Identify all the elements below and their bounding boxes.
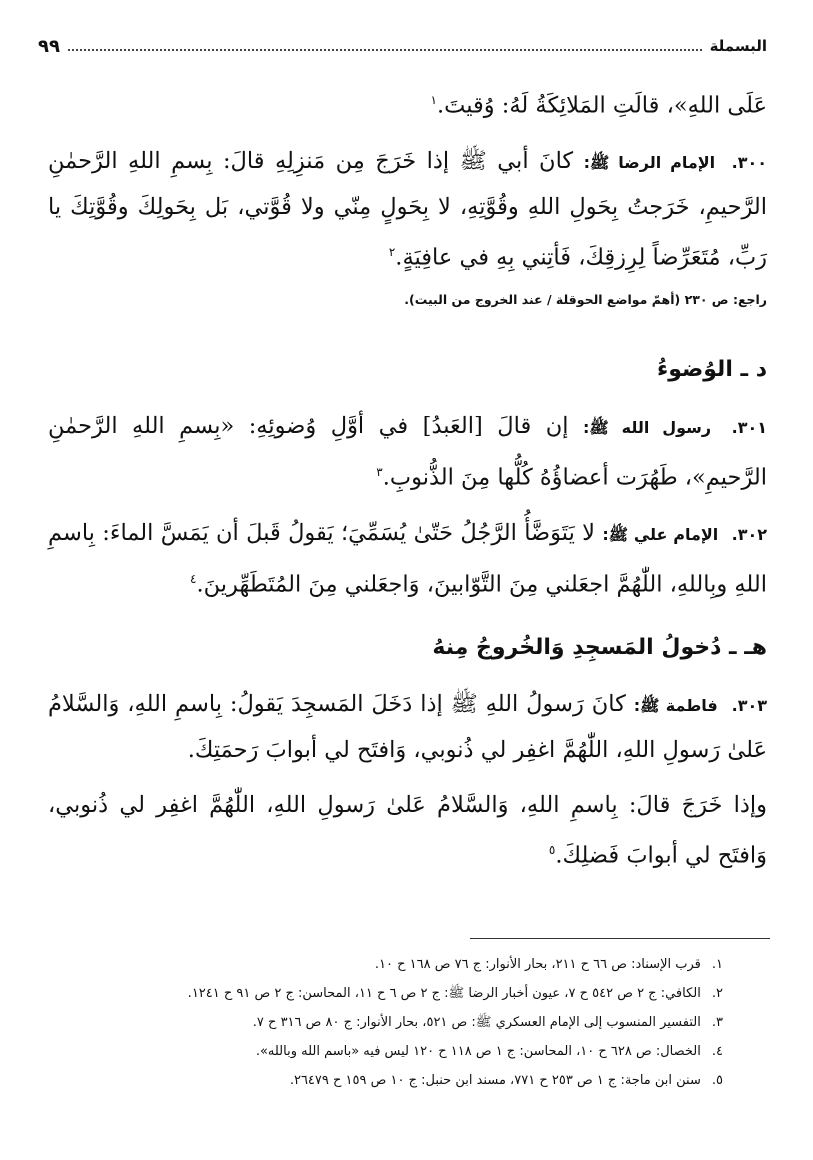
- page-number: ٩٩: [38, 35, 60, 57]
- footnote-divider: [470, 938, 770, 939]
- footnote-number: ٤.: [711, 1044, 723, 1059]
- footnote-text: الكافي: ج ٢ ص ٥٤٢ ح ٧، عيون أخبار الرضا ﷺ: ج ٢ ص ٦ ح ١١، المحاسن: ج ٢ ص ٩١ ح ١٢٤١.: [187, 986, 701, 1001]
- running-title: البسملة: [709, 37, 767, 55]
- hadith-number: ٣٠٢.: [731, 524, 768, 544]
- footnote-ref: ٥: [548, 843, 556, 857]
- footnote-number: ٣.: [711, 1015, 723, 1030]
- footnote-text: الخصال: ص ٦٢٨ ح ١٠، المحاسن: ج ١ ص ١١٨ ح ١٢٠ ليس فيه «باسم الله وبالله».: [255, 1044, 701, 1059]
- footnote-ref: ٣: [376, 465, 383, 479]
- hadith-number: ٣٠٣.: [731, 696, 768, 715]
- hadith-number: ٣٠٠.: [731, 152, 768, 172]
- footnote-ref: ٤: [190, 571, 197, 586]
- paragraph-text: عَلَى اللهِ»، قالَتِ المَلائِكَةُ لَهُ: وُقيتَ.: [436, 92, 767, 119]
- footnote-number: ٥.: [711, 1073, 723, 1088]
- running-head: [38, 34, 767, 58]
- hadith-text: كانَ رَسولُ اللهِ ﷺ إذا دَخَلَ المَسجِدَ يَقولُ: بِاسمِ اللهِ، وَالسَّلامُ عَلىٰ رَسولِ اللهِ، اللّٰهُمَّ اغفِر لي ذُنوبي، وَافتَح لي أبوابَ رَحمَتِكَ.: [48, 691, 767, 763]
- footnote-item: [80, 950, 723, 979]
- section-heading-mosque: هـ ـ دُخولُ المَسجِدِ وَالخُروجُ مِنهُ: [432, 635, 767, 660]
- footnote-ref: ٢: [388, 244, 396, 259]
- footnote-text: التفسير المنسوب إلى الإمام العسكري ﷺ: ص ٥٢١، بحار الأنوار: ج ٨٠ ص ٣١٦ ح ٧.: [252, 1015, 701, 1030]
- footnotes: [80, 950, 723, 1095]
- footnote-item: [80, 979, 723, 1008]
- hadith-303-continued: [48, 783, 767, 879]
- hadith-text: وإذا خَرَجَ قالَ: بِاسمِ اللهِ، وَالسَّلامُ عَلىٰ رَسولِ اللهِ، اللّٰهُمَّ اغفِر لي ذُنوبي، وَافتَح لي أبوابَ فَضلِكَ.: [48, 792, 767, 869]
- footnote-ref: ١: [430, 93, 437, 107]
- hadith-speaker: رسول الله ﷺ:: [583, 418, 712, 437]
- dotted-leader: [68, 49, 702, 51]
- footnote-text: قرب الإسناد: ص ٦٦ ح ٢١١، بحار الأنوار: ج ٧٦ ص ١٦٨ ح ١٠.: [374, 957, 701, 972]
- hadith-speaker: الإمام علي ﷺ:: [602, 524, 719, 544]
- hadith-301: [48, 404, 767, 501]
- page-body: [48, 78, 767, 889]
- footnote-item: [80, 1066, 723, 1095]
- footnote-number: ١.: [711, 957, 723, 972]
- section-heading-wudu: د ـ الوُضوءُ: [656, 357, 767, 382]
- hadith-text: كانَ أبي ﷺ إذا خَرَجَ مِن مَنزِلِهِ قالَ: بِسمِ اللهِ الرَّحمٰنِ الرَّحيمِ، خَرَجتُ بِحَولِ اللهِ وقُوَّتِهِ، لا بِحَولٍ مِنّي ولا قُوَّتي، بَل بِحَولِكَ وقُوَّتِكَ يا رَبِّ، مُتَعَرِّضاً لِرِزقِكَ، فَأتِني بِهِ في عافِيَةٍ.: [48, 147, 767, 270]
- paragraph-intro: [48, 78, 767, 129]
- hadith-303: [48, 682, 767, 773]
- hadith-300: [48, 139, 767, 281]
- hadith-speaker: الإمام الرضا ﷺ:: [583, 152, 716, 172]
- hadith-text: إن قالَ [العَبدُ] في أوَّلِ وُضوئِهِ: «بِسمِ اللهِ الرَّحمٰنِ الرَّحيمِ»، طَهُرَت أعضاؤُهُ كُلُّها مِنَ الذُّنوبِ.: [48, 413, 767, 491]
- hadith-speaker: فاطمة ﷺ:: [633, 696, 718, 715]
- hadith-number: ٣٠١.: [731, 418, 768, 437]
- hadith-302: [48, 511, 767, 608]
- footnote-number: ٢.: [711, 986, 723, 1001]
- hadith-text: لا يَتَوَضَّأُ الرَّجُلُ حَتّىٰ يُسَمِّيَ؛ يَقولُ قَبلَ أن يَمَسَّ الماءَ: بِاسمِ اللهِ وبِاللهِ، اللّٰهُمَّ اجعَلني مِنَ التَّوّابينَ، وَاجعَلني مِنَ المُتَطَهِّرينَ.: [48, 519, 767, 597]
- footnote-text: سنن ابن ماجة: ج ١ ص ٢٥٣ ح ٧٧١، مسند ابن حنبل: ج ١٠ ص ١٥٩ ح ٢٦٤٧٩.: [289, 1073, 701, 1088]
- footnote-item: [80, 1008, 723, 1037]
- footnote-item: [80, 1037, 723, 1066]
- cross-reference-note: راجع: ص ٢٣٠ (أهمّ مواضع الحوقلة / عند الخروج من البيت).: [404, 292, 767, 307]
